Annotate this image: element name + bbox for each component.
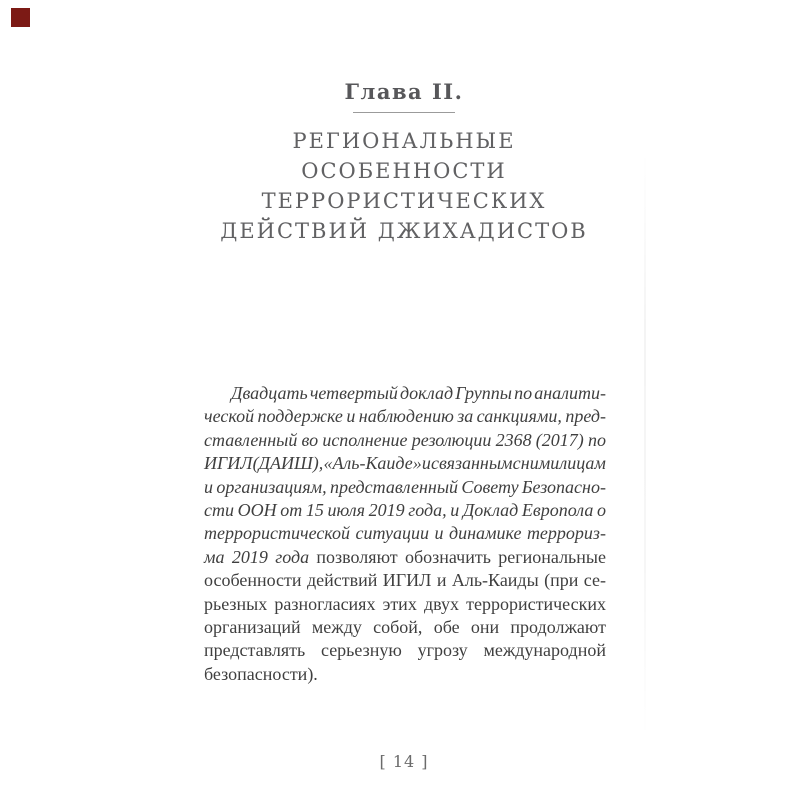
word: ними xyxy=(520,453,560,474)
word: поддержке xyxy=(257,406,343,427)
word: ООН xyxy=(237,499,277,520)
word: резолюции xyxy=(411,429,492,450)
word: года, xyxy=(408,499,447,520)
paragraph-line xyxy=(204,476,606,499)
word: они xyxy=(470,616,500,637)
word: ИГИЛ xyxy=(204,453,253,474)
word: аналити- xyxy=(534,383,606,403)
word: Группы xyxy=(455,383,512,403)
paragraph-line xyxy=(204,452,606,475)
chapter-title-line: ОСОБЕННОСТИ xyxy=(301,159,507,183)
word: (при xyxy=(544,570,579,591)
paragraph-line xyxy=(204,429,606,452)
word: динамике xyxy=(448,523,522,544)
word: во xyxy=(301,429,319,450)
word: ставленный xyxy=(204,429,298,450)
word: Аль-Каиды xyxy=(451,570,539,591)
word: Двадцать xyxy=(231,383,308,403)
paragraph-line xyxy=(204,499,606,522)
chapter-title xyxy=(4,126,800,246)
word: собой, xyxy=(373,616,423,637)
paragraph-line xyxy=(204,639,606,662)
word: террористической xyxy=(204,523,351,544)
word: особенности xyxy=(204,570,302,591)
word: ИГИЛ xyxy=(382,570,432,591)
word: (2017) xyxy=(535,429,584,450)
word: представленный xyxy=(330,476,459,497)
word: исполнение xyxy=(322,429,408,450)
paragraph-line xyxy=(204,593,606,616)
word: угрозу xyxy=(417,640,468,661)
word: и xyxy=(450,499,460,520)
page-number: [ 14 ] xyxy=(379,752,429,771)
word: «Аль-Каиде» xyxy=(323,453,422,474)
word: Доклад xyxy=(462,499,519,520)
word: разногласиях xyxy=(274,593,376,614)
word: и xyxy=(434,523,444,544)
paragraph-line xyxy=(204,522,606,545)
word: действий xyxy=(306,570,378,591)
chapter-title-line: ТЕРРОРИСТИЧЕСКИХ xyxy=(261,189,547,213)
word: наблюдению xyxy=(358,406,454,427)
word: по xyxy=(514,383,533,403)
word: сти xyxy=(204,499,234,520)
word: и xyxy=(421,453,431,474)
word: о xyxy=(596,499,606,520)
word: двух xyxy=(423,593,459,614)
word: доклад xyxy=(400,383,454,403)
chapter-rule-divider xyxy=(353,112,455,113)
word: региональные xyxy=(498,546,606,567)
word: обе xyxy=(433,616,460,637)
paragraph-line xyxy=(204,569,606,592)
word: 2368 xyxy=(495,429,532,450)
word: лицам xyxy=(559,453,606,474)
word: се- xyxy=(583,570,606,591)
word: 15 xyxy=(305,499,324,520)
paragraph-text: безопасности). xyxy=(204,663,318,684)
word: и xyxy=(346,406,356,427)
word: года xyxy=(275,546,310,567)
word: связанным xyxy=(431,453,513,474)
page-content xyxy=(4,0,800,800)
paragraph-line xyxy=(204,405,606,428)
word: и xyxy=(436,570,447,591)
body-paragraph xyxy=(204,382,606,686)
paragraph-line xyxy=(204,382,606,405)
word: Безопасно- xyxy=(521,476,606,497)
word: серьезную xyxy=(320,640,402,661)
word: представлять xyxy=(204,640,306,661)
word: этих xyxy=(382,593,417,614)
word: ческой xyxy=(204,406,255,427)
word: 2019 xyxy=(231,546,268,567)
word: обозначить xyxy=(405,546,491,567)
paragraph-line xyxy=(204,616,606,639)
paragraph-line xyxy=(204,546,606,569)
word: июля xyxy=(327,499,365,520)
word: террориз- xyxy=(526,523,606,544)
word: позволяют xyxy=(316,546,398,567)
word: между xyxy=(311,616,362,637)
paragraph-line xyxy=(204,663,606,686)
word: с xyxy=(512,453,521,474)
word: по xyxy=(587,429,606,450)
word: и xyxy=(204,476,213,497)
word: пред- xyxy=(565,406,606,427)
word: организациям, xyxy=(216,476,327,497)
word: террористических xyxy=(466,593,606,614)
word: организаций xyxy=(204,616,301,637)
word: четвертый xyxy=(309,383,398,403)
page-crease xyxy=(644,150,646,740)
word: международной xyxy=(483,640,606,661)
word: от xyxy=(280,499,303,520)
chapter-heading: Глава II. xyxy=(344,79,464,104)
word: за xyxy=(457,406,474,427)
word: Совету xyxy=(461,476,519,497)
word: (ДАИШ), xyxy=(252,453,324,474)
word: санкциями, xyxy=(476,406,562,427)
word: 2019 xyxy=(368,499,405,520)
word: рьезных xyxy=(204,593,268,614)
word: Европола xyxy=(521,499,594,520)
word: продолжают xyxy=(510,616,606,637)
chapter-title-line: ДЕЙСТВИЙ ДЖИХАДИСТОВ xyxy=(220,219,588,243)
chapter-title-line: РЕГИОНАЛЬНЫЕ xyxy=(292,129,516,153)
word: ситуации xyxy=(355,523,430,544)
word: ма xyxy=(204,546,225,567)
